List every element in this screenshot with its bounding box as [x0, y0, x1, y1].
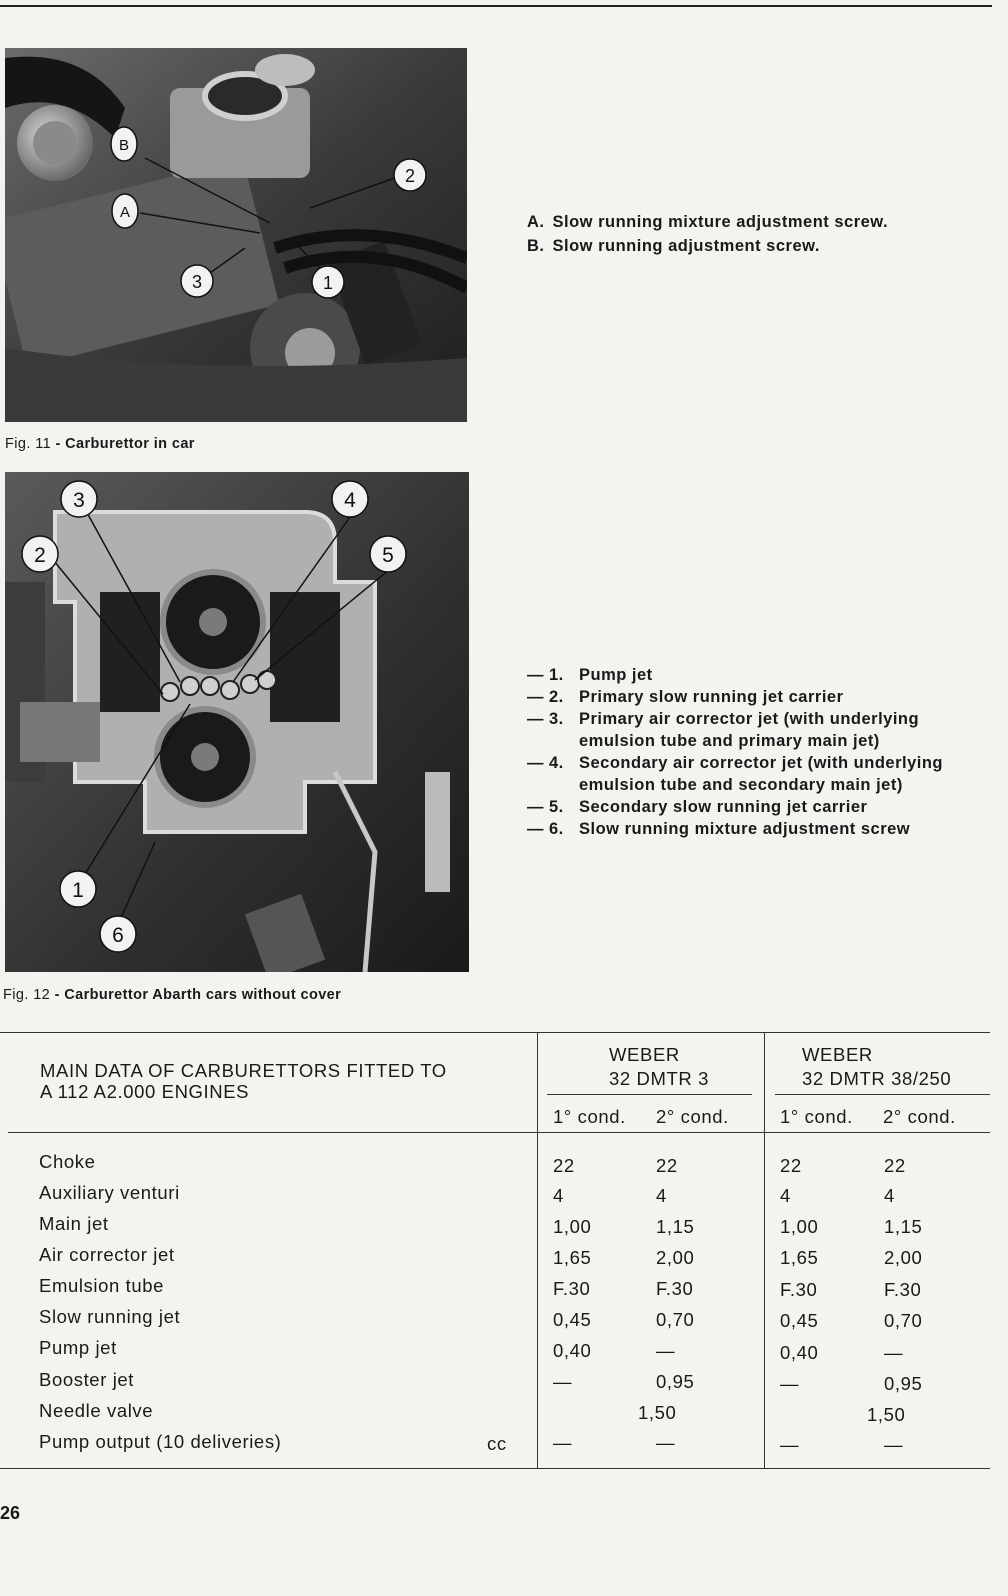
cell: —	[656, 1432, 676, 1453]
callout-b	[111, 127, 137, 161]
cell: —	[780, 1373, 800, 1394]
row-label: Pump output (10 deliveries)	[39, 1431, 282, 1452]
table-title: MAIN DATA OF CARBURETTORS FITTED TO	[40, 1060, 447, 1081]
cell: —	[780, 1434, 800, 1455]
legend-item	[527, 234, 888, 258]
legend-text: Primary slow running jet carrier	[579, 688, 844, 706]
cell: 0,45	[553, 1309, 592, 1330]
cell: 22	[780, 1155, 802, 1176]
legend-number: 6.	[549, 820, 564, 838]
row-label: Pump jet	[39, 1337, 117, 1358]
cell: F.30	[780, 1279, 818, 1300]
callout-1	[312, 266, 344, 298]
legend-text: Slow running mixture adjustment screw	[579, 820, 911, 838]
figure-11-photo	[5, 48, 467, 422]
callout-5	[370, 536, 406, 572]
cell: 0,70	[884, 1310, 923, 1331]
carb1-model: 32 DMTR 3	[609, 1068, 709, 1089]
callout-3	[61, 481, 97, 517]
svg-text:3: 3	[73, 489, 85, 512]
callout-1	[60, 871, 96, 907]
carb2-name: WEBER	[802, 1044, 873, 1065]
callout-2	[394, 159, 426, 191]
carburettor-data-table	[0, 1032, 990, 1470]
legend-item	[527, 686, 1007, 708]
svg-text:2: 2	[404, 166, 416, 186]
figure-number: Fig. 11	[5, 436, 52, 452]
cell: 1,15	[884, 1216, 923, 1237]
svg-text:B: B	[118, 137, 130, 154]
legend-text: Slow running mixture adjustment screw.	[552, 213, 889, 231]
carb-header-rule	[547, 1094, 752, 1095]
svg-text:4: 4	[344, 489, 356, 512]
carb1-cond1: 1° cond.	[553, 1106, 626, 1127]
cell: 4	[884, 1185, 895, 1206]
legend-number: 5.	[549, 798, 564, 816]
legend-fig12	[527, 664, 1007, 840]
callout-a	[112, 194, 138, 228]
carb1-cond2: 2° cond.	[656, 1106, 729, 1127]
svg-text:A: A	[119, 204, 131, 221]
callout-4	[332, 481, 368, 517]
row-label: Choke	[39, 1151, 96, 1172]
legend-item	[527, 818, 1007, 840]
legend-text: Secondary slow running jet carrier	[579, 798, 868, 816]
figure-12-photo	[5, 472, 469, 972]
figure-number: Fig. 12	[3, 987, 51, 1003]
unit: cc	[487, 1433, 507, 1454]
header-rule	[8, 1132, 990, 1133]
legend-key: B.	[527, 237, 545, 255]
row-label: Auxiliary venturi	[39, 1182, 180, 1203]
legend-text: Primary air corrector jet (with underlying emulsion tube and primary main jet)	[579, 710, 920, 750]
caption-separator: -	[55, 436, 61, 452]
legend-fig11	[527, 210, 888, 258]
cell: 4	[553, 1185, 564, 1206]
cell: —	[553, 1371, 573, 1392]
table-top-rule	[0, 1032, 990, 1033]
cell: —	[884, 1434, 904, 1455]
row-label: Main jet	[39, 1213, 109, 1234]
table-title: A 112 A2.000 ENGINES	[40, 1081, 250, 1102]
cell: —	[884, 1342, 904, 1363]
legend-dash: —	[527, 688, 544, 706]
cell: 22	[884, 1155, 906, 1176]
cell: 22	[656, 1155, 678, 1176]
legend-number: 3.	[549, 710, 564, 728]
cell: 0,45	[780, 1310, 819, 1331]
cell: 2,00	[884, 1247, 923, 1268]
legend-number: 1.	[549, 666, 564, 684]
legend-key: A.	[527, 213, 545, 231]
row-label: Needle valve	[39, 1400, 154, 1421]
table-divider	[764, 1032, 765, 1468]
row-label: Booster jet	[39, 1369, 135, 1390]
legend-number: 2.	[549, 688, 564, 706]
cell: 1,50	[867, 1404, 906, 1425]
legend-text: Pump jet	[579, 666, 653, 684]
legend-dash: —	[527, 754, 544, 772]
legend-text: Slow running adjustment screw.	[552, 237, 820, 255]
table-bottom-rule	[0, 1468, 990, 1469]
carb2-cond1: 1° cond.	[780, 1106, 853, 1127]
legend-dash: —	[527, 820, 544, 838]
legend-item	[527, 752, 1007, 796]
cell: F.30	[656, 1278, 694, 1299]
caption-text: Carburettor in car	[65, 436, 195, 452]
row-label: Slow running jet	[39, 1306, 181, 1327]
cell: F.30	[553, 1278, 591, 1299]
legend-number: 4.	[549, 754, 564, 772]
svg-text:3: 3	[191, 272, 203, 292]
legend-item	[527, 708, 1007, 752]
svg-text:2: 2	[34, 544, 46, 567]
callout-6	[100, 916, 136, 952]
cell: 0,95	[884, 1373, 923, 1394]
legend-dash: —	[527, 798, 544, 816]
cell: 1,00	[553, 1216, 592, 1237]
cell: 0,40	[780, 1342, 819, 1363]
svg-text:5: 5	[382, 544, 394, 567]
cell: 0,95	[656, 1371, 695, 1392]
cell: 4	[780, 1185, 791, 1206]
cell: 1,00	[780, 1216, 819, 1237]
figure-12-caption	[3, 987, 341, 1003]
svg-text:1: 1	[72, 879, 84, 902]
cell: 1,15	[656, 1216, 695, 1237]
carb1-name: WEBER	[609, 1044, 680, 1065]
cell: 0,40	[553, 1340, 592, 1361]
carb-header-rule	[775, 1094, 990, 1095]
legend-dash: —	[527, 666, 544, 684]
legend-item	[527, 796, 1007, 818]
top-rule	[0, 5, 992, 7]
legend-dash: —	[527, 710, 544, 728]
cell: 1,65	[553, 1247, 592, 1268]
caption-text: Carburettor Abarth cars without cover	[64, 987, 342, 1003]
svg-text:6: 6	[112, 924, 124, 947]
page-number: 26	[0, 1503, 21, 1523]
cell: —	[553, 1432, 573, 1453]
callout-2	[22, 536, 58, 572]
cell: 0,70	[656, 1309, 695, 1330]
cell: —	[656, 1340, 676, 1361]
legend-item	[527, 210, 888, 234]
cell: 1,65	[780, 1247, 819, 1268]
figure-11-caption	[5, 436, 195, 452]
cell: 1,50	[638, 1402, 677, 1423]
cell: F.30	[884, 1279, 922, 1300]
table-divider	[537, 1032, 538, 1468]
carb2-cond2: 2° cond.	[883, 1106, 956, 1127]
callout-3	[181, 265, 213, 297]
legend-item	[527, 664, 1007, 686]
cell: 22	[553, 1155, 575, 1176]
cell: 4	[656, 1185, 667, 1206]
carb2-model: 32 DMTR 38/250	[802, 1068, 952, 1089]
cell: 2,00	[656, 1247, 695, 1268]
legend-text: Secondary air corrector jet (with underlying emulsion tube and secondary main jet)	[579, 754, 943, 794]
row-label: Air corrector jet	[39, 1244, 175, 1265]
row-label: Emulsion tube	[39, 1275, 165, 1296]
caption-separator: -	[54, 987, 60, 1003]
svg-text:1: 1	[322, 273, 334, 293]
